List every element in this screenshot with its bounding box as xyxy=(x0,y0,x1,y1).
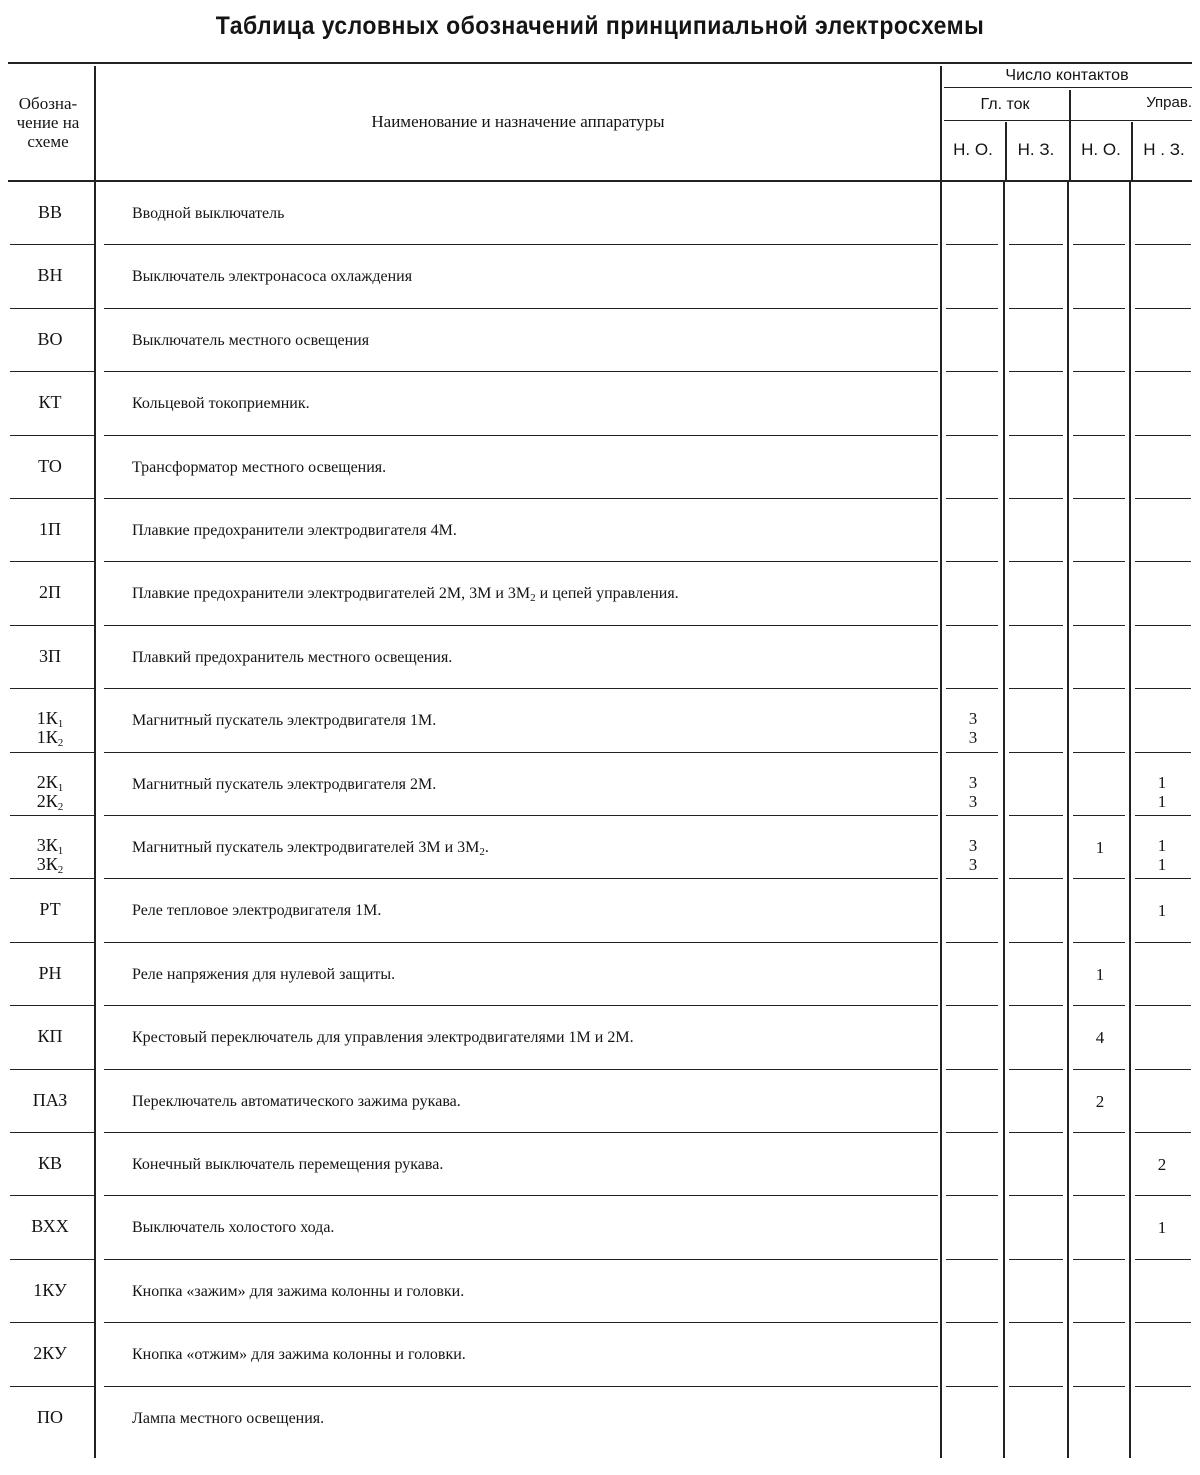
subscript: 2 xyxy=(479,846,485,858)
row-code xyxy=(0,836,100,874)
table-row xyxy=(0,753,1200,816)
row-code-line: $2К_2$ xyxy=(36,790,64,813)
subscript: 2 xyxy=(57,737,64,750)
contact-count-line: 3 xyxy=(968,728,978,748)
table-row xyxy=(0,1196,1200,1259)
table-row xyxy=(0,689,1200,752)
row-code-line: ВН xyxy=(37,265,63,286)
row-code xyxy=(0,900,100,919)
contact-count-line: 1 xyxy=(1157,772,1167,792)
header-rule xyxy=(944,120,1192,121)
row-code xyxy=(0,1091,100,1110)
row-code xyxy=(0,773,100,811)
row-code-line: 2КУ xyxy=(33,1343,67,1364)
row-code xyxy=(0,964,100,983)
row-code xyxy=(0,1027,100,1046)
row-name: Выключатель холостого хода. xyxy=(132,1219,335,1237)
contact-count xyxy=(1131,836,1193,874)
page-title: Таблица условных обозначений принципиальной электросхемы xyxy=(215,12,985,40)
header-divider xyxy=(1005,122,1007,180)
header-control-no: Н. О. xyxy=(1081,140,1121,159)
contact-count xyxy=(942,709,1004,747)
header-divider xyxy=(1131,122,1133,180)
contact-count-line: 1 xyxy=(1157,855,1167,874)
row-code-line: ВВ xyxy=(37,202,62,222)
row-code-line: $2К_1$ xyxy=(36,771,64,794)
contact-count-line: 3 xyxy=(968,772,978,792)
row-name: Кольцевой токоприемник. xyxy=(132,395,310,413)
row-code-line: ПО xyxy=(37,1406,63,1427)
row-name: Выключатель местного освещения xyxy=(132,331,370,349)
row-code xyxy=(0,266,100,285)
contact-count: 1 xyxy=(1095,838,1105,857)
contact-count-line: 1 xyxy=(1157,791,1167,811)
row-code xyxy=(0,203,100,222)
table-row xyxy=(0,1260,1200,1323)
contact-count: 2 xyxy=(1095,1091,1105,1111)
table-row xyxy=(0,245,1200,308)
header-code-line: чение на xyxy=(16,113,80,132)
table-row xyxy=(0,436,1200,499)
table-row xyxy=(0,1133,1200,1196)
row-code-line: 1КУ xyxy=(33,1279,67,1300)
row-name: Выключатель электронасоса охлаждения xyxy=(132,268,413,286)
row-name: Плавкие предохранители электродвигателя 4М. xyxy=(132,522,457,539)
row-code xyxy=(0,1344,100,1363)
row-name: Плавкие предохранители электродвигателей 2М, 3М и $3М_2$ и цепей управления. xyxy=(132,585,679,605)
row-name: Вводной выключатель xyxy=(132,205,285,222)
row-name: Реле напряжения для нулевой защиты. xyxy=(132,965,396,983)
row-code-line: $3К_1$ xyxy=(36,835,64,857)
row-code-line: $1К_2$ xyxy=(36,727,64,750)
row-name: Лампа местного освещения. xyxy=(132,1409,325,1427)
contact-count-line: 3 xyxy=(968,836,978,855)
contact-count-line: 3 xyxy=(968,791,978,811)
row-name: Магнитный пускатель электродвигателей 3М и $3М_2$. xyxy=(132,839,489,858)
row-code-line: $3К_2$ xyxy=(36,854,64,876)
row-code-line: РТ xyxy=(39,899,61,920)
header-name: Наименование и назначение аппаратуры xyxy=(371,112,665,131)
subscript: 1 xyxy=(57,845,64,857)
header-main-no: Н. О. xyxy=(953,140,993,159)
header-divider xyxy=(1069,90,1071,180)
row-code-line: $1К_1$ xyxy=(36,708,64,731)
table-row xyxy=(0,499,1200,562)
row-code-line: ПАЗ xyxy=(32,1089,68,1110)
row-name: Конечный выключатель перемещения рукава. xyxy=(132,1156,444,1173)
table-row xyxy=(0,562,1200,625)
row-code xyxy=(0,1154,100,1173)
row-name: Магнитный пускатель электродвигателя 1М. xyxy=(132,712,437,730)
table-row xyxy=(0,943,1200,1006)
row-code xyxy=(0,1217,100,1236)
contact-count xyxy=(942,836,1004,874)
subscript: 1 xyxy=(57,718,64,731)
row-code xyxy=(0,457,100,476)
table-row xyxy=(0,372,1200,435)
row-code xyxy=(0,1408,100,1427)
subscript: 2 xyxy=(57,800,64,813)
table-row xyxy=(0,1323,1200,1386)
contact-count xyxy=(942,773,1004,811)
row-code xyxy=(0,1281,100,1300)
row-code xyxy=(0,708,100,750)
row-code xyxy=(0,647,100,666)
row-code-line: РН xyxy=(38,962,62,983)
row-code-line: 3П xyxy=(39,645,61,666)
contact-count: 1 xyxy=(1157,1218,1167,1238)
table-row xyxy=(0,309,1200,372)
table-row xyxy=(0,626,1200,689)
contact-count: 2 xyxy=(1157,1155,1167,1174)
header-code-line: схеме xyxy=(27,132,69,151)
header-code xyxy=(0,94,96,151)
row-name: Магнитный пускатель электродвигателя 2М. xyxy=(132,775,437,793)
header-main-nc: Н. З. xyxy=(1017,140,1055,159)
header-control: Управ. xyxy=(1146,94,1192,111)
table-top-rule xyxy=(8,62,1192,64)
row-code-line: КТ xyxy=(38,392,62,413)
row-code xyxy=(0,330,100,349)
row-name: Крестовый переключатель для управления электродвигателями 1М и 2М. xyxy=(132,1029,634,1047)
row-code-line: ВХХ xyxy=(31,1216,69,1237)
header-control-nc: Н . З. xyxy=(1143,140,1185,159)
contact-count-line: 3 xyxy=(968,709,978,729)
row-name: Кнопка «зажим» для зажима колонны и головки. xyxy=(132,1282,465,1300)
table-row xyxy=(0,816,1200,879)
contact-count: 1 xyxy=(1095,964,1105,984)
row-code xyxy=(0,520,100,539)
contact-count: 4 xyxy=(1095,1028,1105,1048)
table-row xyxy=(0,182,1200,245)
contact-count-line: 1 xyxy=(1157,836,1167,855)
table-row xyxy=(0,1006,1200,1069)
contact-count xyxy=(1131,773,1193,811)
row-code xyxy=(0,583,100,602)
contact-count: 1 xyxy=(1157,901,1167,921)
row-name: Трансформатор местного освещения. xyxy=(132,458,387,476)
row-code-line: КВ xyxy=(37,1153,62,1173)
header-code-line: Обозна- xyxy=(18,94,78,113)
header-contacts: Число контактов xyxy=(1005,67,1129,84)
subscript: 2 xyxy=(530,592,536,605)
header-main-current: Гл. ток xyxy=(980,96,1030,113)
row-code xyxy=(0,393,100,412)
row-code-line: ТО xyxy=(38,455,62,476)
row-code-line: КП xyxy=(37,1026,63,1047)
row-name: Переключатель автоматического зажима рукава. xyxy=(132,1092,461,1110)
row-code-line: 1П xyxy=(39,519,61,539)
row-name: Кнопка «отжим» для зажима колонны и головки. xyxy=(132,1346,466,1364)
row-code-line: ВО xyxy=(37,328,63,349)
header-rule xyxy=(944,87,1192,88)
table-row xyxy=(0,1387,1200,1450)
contact-count-line: 3 xyxy=(968,855,978,874)
table-row xyxy=(0,879,1200,942)
row-name: Плавкий предохранитель местного освещения. xyxy=(132,648,453,666)
row-name: Реле тепловое электродвигателя 1М. xyxy=(132,902,382,920)
subscript: 1 xyxy=(57,781,64,794)
subscript: 2 xyxy=(57,864,64,876)
table-row xyxy=(0,1070,1200,1133)
row-code-line: 2П xyxy=(39,582,61,603)
